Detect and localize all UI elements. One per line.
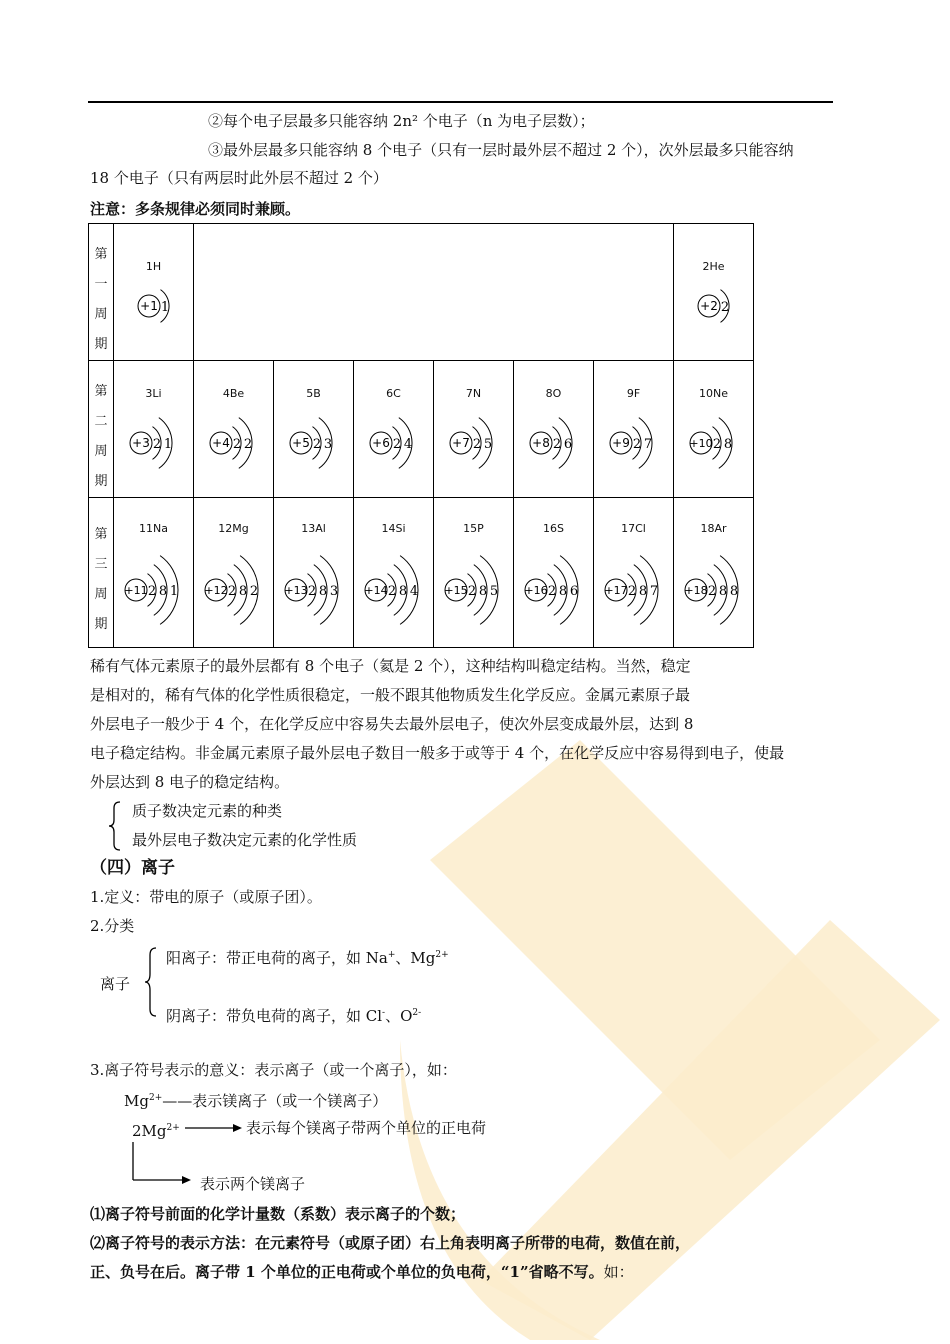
atom-diagram bbox=[674, 361, 753, 497]
brace-icon bbox=[106, 800, 126, 852]
element-cell bbox=[354, 498, 434, 648]
nucleus-charge: +14 bbox=[364, 584, 388, 597]
shell-electron-count: 1 bbox=[169, 584, 179, 599]
paragraph-line: 是相对的，稀有气体的化学性质很稳定，一般不跟其他物质发生化学反应。金属元素原子最 bbox=[90, 686, 691, 704]
point-2-line2 bbox=[90, 1261, 634, 1283]
element-symbol: 10Ne bbox=[699, 387, 728, 400]
atom-diagram bbox=[114, 361, 193, 497]
element-symbol: 16S bbox=[543, 522, 564, 535]
nucleus-charge: +10 bbox=[689, 437, 713, 450]
brace-icon bbox=[142, 946, 162, 1018]
section-title: （四）离子 bbox=[90, 858, 175, 878]
element-symbol: 7N bbox=[465, 387, 482, 400]
brace-item: 质子数决定元素的种类 bbox=[132, 802, 283, 820]
paragraph-line: 外层电子一般少于 4 个，在化学反应中容易失去最外层电子，使次外层变成最外层，达到 8 bbox=[90, 715, 694, 733]
charge-sup: 2+ bbox=[166, 1123, 180, 1133]
nucleus-charge: +9 bbox=[612, 436, 630, 450]
mg-example bbox=[124, 1087, 387, 1112]
period-row-2 bbox=[89, 361, 754, 498]
nucleus-charge: +1 bbox=[140, 299, 158, 313]
element-cell bbox=[594, 498, 674, 648]
classification-title: 2.分类 bbox=[90, 917, 135, 935]
point-2-line1: ⑵离子符号的表示方法：在元素符号（或原子团）右上角表明离子所带的电荷，数值在前， bbox=[90, 1234, 691, 1252]
shell-electron-count: 2 bbox=[707, 584, 717, 599]
cation-text: 阳离子：带正电荷的离子，如 Na bbox=[166, 949, 388, 967]
cation-text: 、Mg bbox=[395, 949, 436, 967]
atom-diagram bbox=[354, 361, 433, 497]
header-rule bbox=[88, 101, 833, 103]
anion-line bbox=[166, 1002, 421, 1027]
shell-electron-count: 7 bbox=[643, 437, 653, 452]
period-char: 第 bbox=[94, 384, 108, 399]
element-cell bbox=[274, 361, 354, 498]
shell-electron-count: 2 bbox=[312, 437, 322, 452]
element-cell bbox=[114, 498, 194, 648]
ion-symbol: Mg bbox=[124, 1092, 149, 1110]
nucleus-charge: +3 bbox=[132, 436, 150, 450]
shell-electron-count: 6 bbox=[569, 584, 579, 599]
element-symbol: 4Be bbox=[222, 387, 245, 400]
period-row-3 bbox=[89, 498, 754, 648]
element-cell bbox=[434, 361, 514, 498]
brace-item: 最外层电子数决定元素的化学性质 bbox=[132, 831, 358, 849]
atom-diagram bbox=[114, 224, 193, 360]
charge-sup: - bbox=[382, 1008, 386, 1018]
element-symbol: 13Al bbox=[301, 522, 326, 535]
nucleus-charge: +17 bbox=[604, 584, 628, 597]
nucleus-charge: +15 bbox=[444, 584, 468, 597]
atom-diagram bbox=[514, 498, 593, 648]
shell-electron-count: 2 bbox=[720, 300, 730, 315]
atomic-structure-table bbox=[88, 223, 754, 648]
definition: 1.定义：带电的原子（或原子团）。 bbox=[90, 888, 322, 906]
shell-electron-count: 8 bbox=[638, 584, 648, 599]
element-symbol: 1H bbox=[145, 260, 162, 273]
shell-electron-count: 8 bbox=[478, 584, 488, 599]
period-label-3 bbox=[89, 498, 114, 648]
element-symbol: 18Ar bbox=[700, 522, 727, 535]
empty-cell bbox=[194, 224, 674, 361]
shell-electron-count: 8 bbox=[729, 584, 739, 599]
shell-electron-count: 8 bbox=[158, 584, 168, 599]
shell-electron-count: 3 bbox=[323, 437, 333, 452]
shell-electron-count: 2 bbox=[307, 584, 317, 599]
shell-electron-count: 8 bbox=[238, 584, 248, 599]
element-symbol: 14Si bbox=[381, 522, 406, 535]
shell-electron-count: 2 bbox=[227, 584, 237, 599]
element-symbol: 17Cl bbox=[621, 522, 646, 535]
atom-diagram bbox=[514, 361, 593, 497]
atom-diagram bbox=[194, 498, 273, 648]
nucleus-charge: +7 bbox=[452, 436, 470, 450]
point-2-normal: 如： bbox=[603, 1263, 634, 1281]
rule-3-line2: 18 个电子（只有两层时此外层不超过 2 个） bbox=[90, 169, 388, 187]
shell-electron-count: 6 bbox=[563, 437, 573, 452]
period-char: 第 bbox=[94, 527, 108, 542]
note: 注意：多条规律必须同时兼顾。 bbox=[90, 200, 301, 218]
element-symbol: 15P bbox=[463, 522, 484, 535]
element-symbol: 8O bbox=[545, 387, 562, 400]
nucleus-charge: +4 bbox=[212, 436, 230, 450]
element-cell bbox=[674, 498, 754, 648]
element-cell bbox=[674, 224, 754, 361]
atom-diagram bbox=[434, 498, 513, 648]
paragraph-line: 外层达到 8 电子的稳定结构。 bbox=[90, 773, 290, 791]
element-cell bbox=[274, 498, 354, 648]
element-cell bbox=[354, 361, 434, 498]
shell-electron-count: 2 bbox=[243, 437, 253, 452]
element-symbol: 3Li bbox=[145, 387, 162, 400]
charge-sup: 2- bbox=[412, 1008, 422, 1018]
nucleus-charge: +18 bbox=[684, 584, 708, 597]
atom-diagram bbox=[594, 361, 673, 497]
atom-diagram bbox=[274, 361, 353, 497]
period-char: 周 bbox=[94, 587, 108, 602]
paragraph-line: 电子稳定结构。非金属元素原子最外层电子数目一般多于或等于 4 个，在化学反应中容易得到电子，使最 bbox=[90, 744, 785, 762]
shell-electron-count: 2 bbox=[632, 437, 642, 452]
shell-electron-count: 8 bbox=[398, 584, 408, 599]
element-cell bbox=[514, 498, 594, 648]
paragraph-line: 稀有气体元素原子的最外层都有 8 个电子（氦是 2 个），这种结构叫稳定结构。当然，稳定 bbox=[90, 657, 691, 675]
symbol-meaning: 3.离子符号表示的意义：表示离子（或一个离子），如： bbox=[90, 1061, 457, 1079]
arrow-label-charge: 表示每个镁离子带两个单位的正电荷 bbox=[246, 1119, 487, 1137]
point-2-bold: 正、负号在后。离子带 1 个单位的正电荷或个单位的负电荷，“1”省略不写。 bbox=[90, 1263, 604, 1281]
period-char: 一 bbox=[94, 277, 108, 292]
rule-2: ②每个电子层最多只能容纳 2n² 个电子（n 为电子层数）； bbox=[208, 112, 595, 130]
ion-label: 离子 bbox=[100, 975, 131, 993]
shell-electron-count: 2 bbox=[547, 584, 557, 599]
nucleus-charge: +12 bbox=[204, 584, 228, 597]
charge-sup: 2+ bbox=[148, 1093, 163, 1103]
shell-electron-count: 2 bbox=[552, 437, 562, 452]
charge-sup: 2+ bbox=[435, 950, 449, 960]
charge-sup: + bbox=[387, 950, 396, 960]
element-symbol: 9F bbox=[626, 387, 641, 400]
point-1: ⑴离子符号前面的化学计量数（系数）表示离子的个数； bbox=[90, 1205, 466, 1223]
period-char: 周 bbox=[94, 307, 108, 322]
shell-electron-count: 5 bbox=[483, 437, 493, 452]
element-cell bbox=[594, 361, 674, 498]
atom-diagram bbox=[674, 498, 753, 648]
shell-electron-count: 8 bbox=[723, 437, 733, 452]
element-cell bbox=[194, 361, 274, 498]
element-symbol: 5B bbox=[306, 387, 321, 400]
atom-diagram bbox=[434, 361, 513, 497]
nucleus-charge: +5 bbox=[292, 436, 310, 450]
nucleus-charge: +8 bbox=[532, 436, 550, 450]
shell-electron-count: 3 bbox=[329, 584, 339, 599]
shell-electron-count: 2 bbox=[712, 437, 722, 452]
shell-electron-count: 8 bbox=[718, 584, 728, 599]
shell-electron-count: 2 bbox=[232, 437, 242, 452]
shell-electron-count: 5 bbox=[489, 584, 499, 599]
shell-electron-count: 8 bbox=[318, 584, 328, 599]
element-cell bbox=[674, 361, 754, 498]
shell-electron-count: 2 bbox=[467, 584, 477, 599]
shell-electron-count: 4 bbox=[403, 437, 413, 452]
atom-diagram bbox=[674, 224, 753, 360]
shell-electron-count: 2 bbox=[147, 584, 157, 599]
element-symbol: 12Mg bbox=[218, 522, 249, 535]
cation-line bbox=[166, 944, 449, 969]
shell-electron-count: 2 bbox=[472, 437, 482, 452]
atom-diagram bbox=[194, 361, 273, 497]
element-symbol: 6C bbox=[386, 387, 401, 400]
arrow-label-count: 表示两个镁离子 bbox=[200, 1175, 306, 1193]
period-char: 期 bbox=[94, 474, 108, 489]
ion-symbol: 2Mg bbox=[132, 1122, 167, 1140]
nucleus-charge: +2 bbox=[700, 299, 718, 313]
atom-diagram bbox=[114, 498, 193, 648]
nucleus-charge: +11 bbox=[124, 584, 148, 597]
atom-diagram bbox=[274, 498, 353, 648]
nucleus-charge: +16 bbox=[524, 584, 548, 597]
shell-electron-count: 2 bbox=[627, 584, 637, 599]
shell-electron-count: 8 bbox=[558, 584, 568, 599]
period-label-1 bbox=[89, 224, 114, 361]
anion-text: 阴离子：带负电荷的离子，如 Cl bbox=[166, 1007, 383, 1025]
element-cell bbox=[514, 361, 594, 498]
atom-diagram bbox=[594, 498, 673, 648]
period-char: 三 bbox=[94, 557, 108, 572]
nucleus-charge: +6 bbox=[372, 436, 390, 450]
mg-description: ——表示镁离子（或一个镁离子） bbox=[162, 1092, 388, 1110]
period-char: 期 bbox=[94, 617, 108, 632]
element-cell bbox=[434, 498, 514, 648]
element-symbol: 2He bbox=[702, 260, 725, 273]
rule-3-line1: ③最外层最多只能容纳 8 个电子（只有一层时最外层不超过 2 个），次外层最多只能容纳 bbox=[208, 141, 794, 159]
shell-electron-count: 4 bbox=[409, 584, 419, 599]
shell-electron-count: 1 bbox=[163, 437, 173, 452]
shell-electron-count: 2 bbox=[392, 437, 402, 452]
period-row-1 bbox=[89, 224, 754, 361]
atom-diagram bbox=[354, 498, 433, 648]
period-char: 周 bbox=[94, 444, 108, 459]
element-cell bbox=[114, 224, 194, 361]
shell-electron-count: 2 bbox=[387, 584, 397, 599]
shell-electron-count: 2 bbox=[152, 437, 162, 452]
nucleus-charge: +13 bbox=[284, 584, 308, 597]
period-char: 期 bbox=[94, 337, 108, 352]
shell-electron-count: 2 bbox=[249, 584, 259, 599]
period-label-2 bbox=[89, 361, 114, 498]
element-symbol: 11Na bbox=[139, 522, 168, 535]
element-cell bbox=[194, 498, 274, 648]
shell-electron-count: 1 bbox=[160, 300, 170, 315]
shell-electron-count: 7 bbox=[649, 584, 659, 599]
period-char: 第 bbox=[94, 247, 108, 262]
anion-text: 、O bbox=[385, 1007, 413, 1025]
period-char: 二 bbox=[94, 414, 108, 429]
element-cell bbox=[114, 361, 194, 498]
